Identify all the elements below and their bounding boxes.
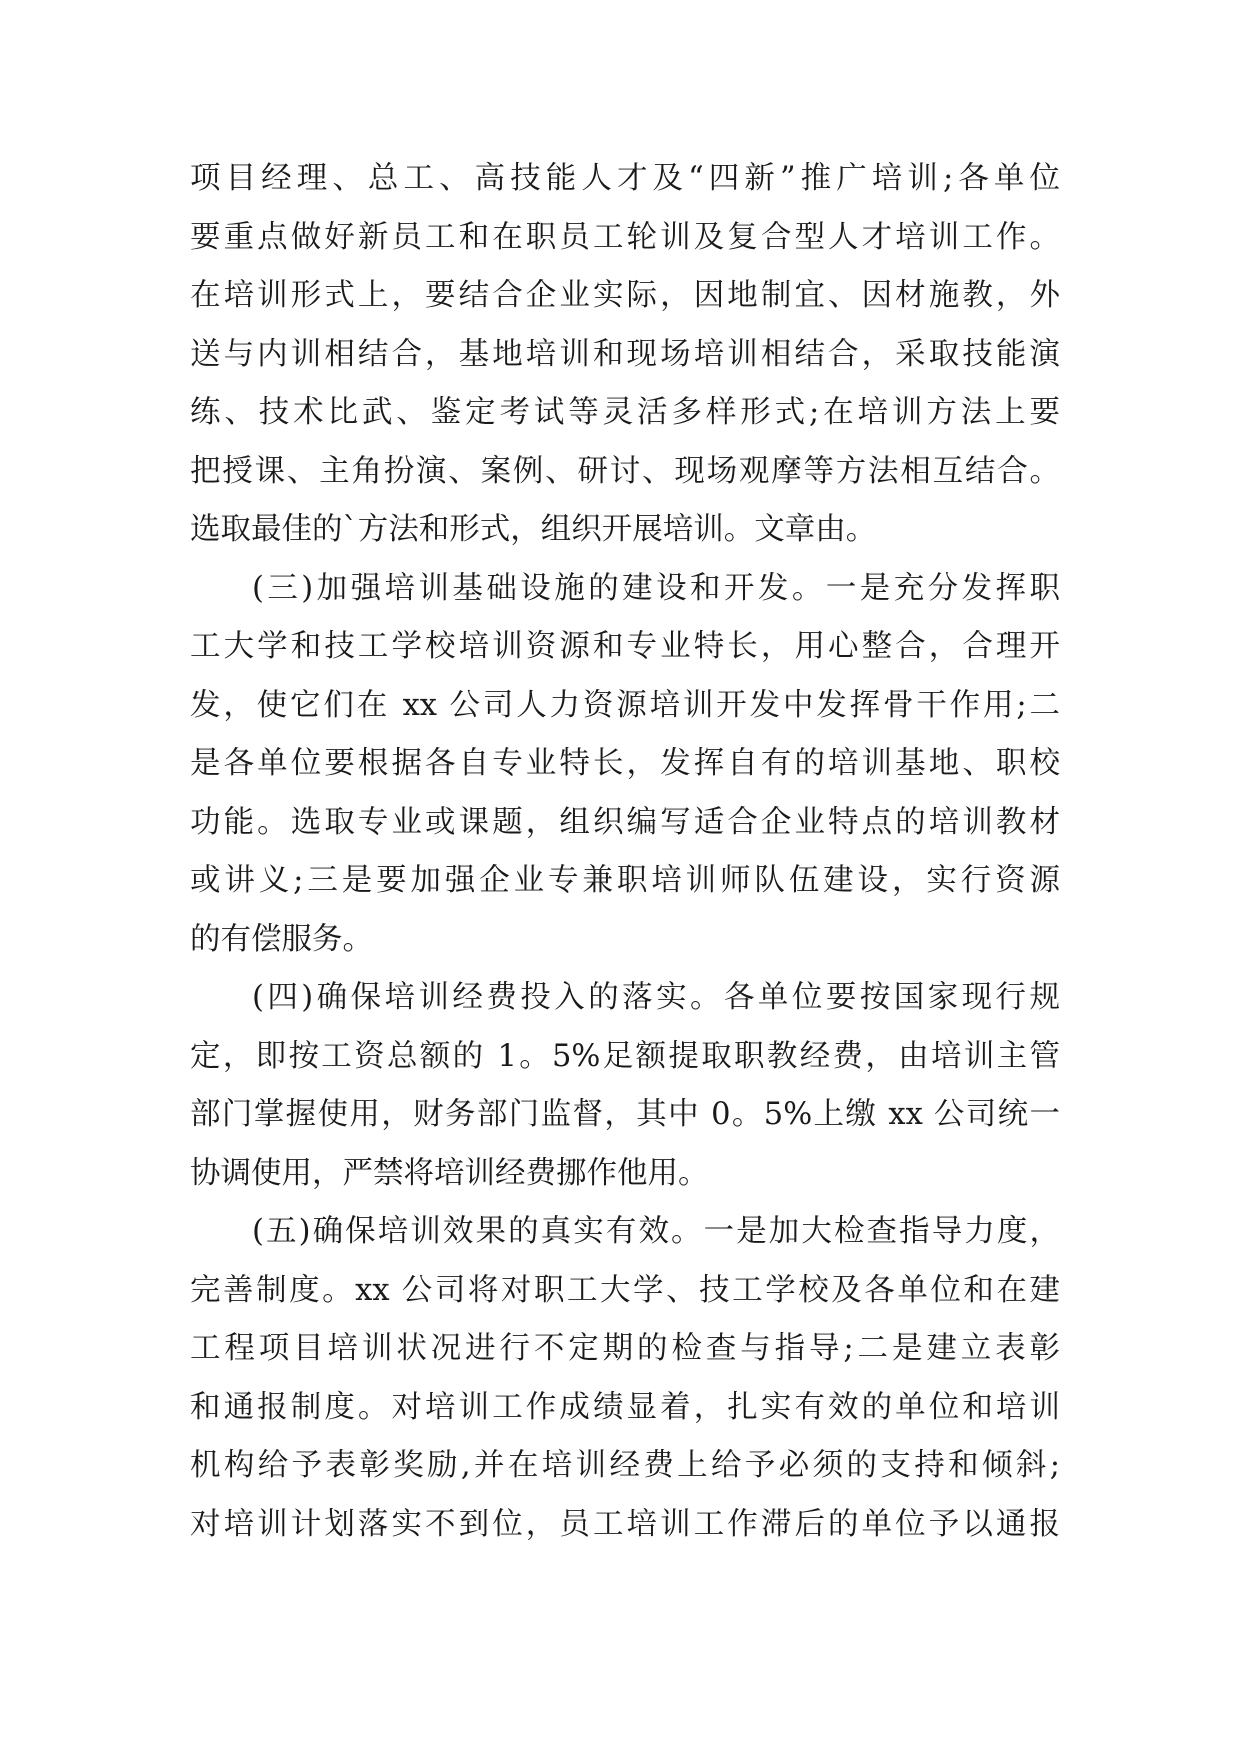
text-line: 机构给予表彰奖励,并在培训经费上给予必须的支持和倾斜; — [190, 1448, 1060, 1483]
text-line: 定，即按工资总额的 1。5%足额提取职教经费，由培训主管 — [190, 1038, 1060, 1074]
text-line: 要重点做好新员工和在职员工轮训及复合型人才培训工作。 — [190, 219, 1060, 255]
text-line: 项目经理、总工、高技能人才及“四新”推广培训;各单位 — [190, 161, 1060, 196]
text-line: 送与内训相结合，基地培训和现场培训相结合，采取技能演 — [190, 336, 1060, 372]
text-line: 完善制度。xx 公司将对职工大学、技工学校及各单位和在建 — [190, 1272, 1060, 1308]
paragraph-heading-3: (三)加强培训基础设施的建设和开发。一是充分发挥职 — [252, 570, 1060, 606]
text-line: 功能。选取专业或课题，组织编写适合企业特点的培训教材 — [190, 804, 1060, 840]
document-body — [190, 150, 1060, 1554]
text-line: 部门掌握使用，财务部门监督，其中 0。5%上缴 xx 公司统一 — [190, 1097, 1060, 1132]
text-line: 选取最佳的`方法和形式，组织开展培训。文章由。 — [190, 512, 877, 547]
text-line: 练、技术比武、鉴定考试等灵活多样形式;在培训方法上要 — [190, 395, 1060, 430]
paragraph-heading-4: (四)确保培训经费投入的落实。各单位要按国家现行规 — [252, 980, 1060, 1015]
text-line: 工大学和技工学校培训资源和专业特长，用心整合，合理开 — [190, 629, 1060, 664]
text-line: 或讲义;三是要加强企业专兼职培训师队伍建设，实行资源 — [190, 863, 1060, 898]
text-line: 发，使它们在 xx 公司人力资源培训开发中发挥骨干作用;二 — [190, 687, 1060, 723]
text-line: 协调使用，严禁将培训经费挪作他用。 — [190, 1155, 709, 1191]
text-line: 在培训形式上，要结合企业实际，因地制宜、因材施教，外 — [190, 278, 1060, 313]
paragraph-heading-5: (五)确保培训效果的真实有效。一是加大检查指导力度， — [252, 1214, 1060, 1249]
text-line: 把授课、主角扮演、案例、研讨、现场观摩等方法相互结合。 — [190, 453, 1060, 489]
text-line: 工程项目培训状况进行不定期的检查与指导;二是建立表彰 — [190, 1331, 1060, 1366]
text-line: 的有偿服务。 — [190, 921, 373, 957]
text-line: 是各单位要根据各自专业特长，发挥自有的培训基地、职校 — [190, 746, 1060, 781]
text-line: 和通报制度。对培训工作成绩显着，扎实有效的单位和培训 — [190, 1389, 1060, 1425]
text-line: 对培训计划落实不到位，员工培训工作滞后的单位予以通报 — [190, 1506, 1060, 1542]
